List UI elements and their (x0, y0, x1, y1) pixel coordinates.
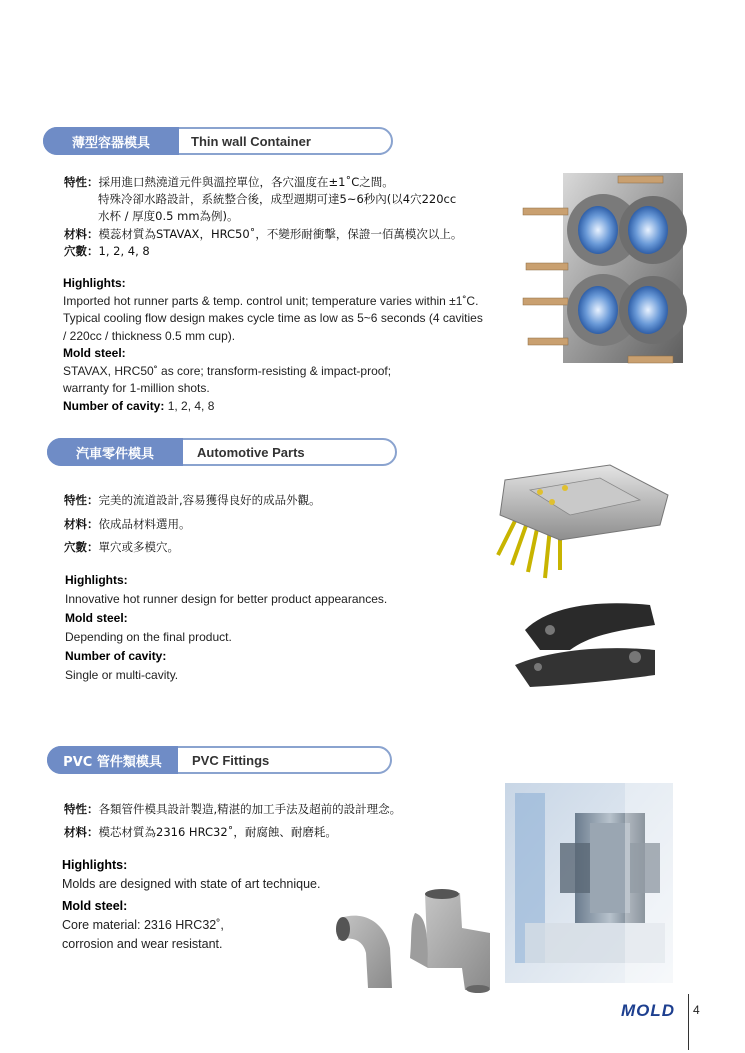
features-label: 特性： (64, 175, 99, 189)
cavity-en-text: 1, 2, 4, 8 (167, 398, 215, 413)
material-label: 材料： (64, 825, 99, 839)
mold-steel-text: STAVAX, HRC50˚ as core; transform-resisting & impact-proof; warranty for 1-million shots. (63, 363, 392, 395)
cavity-en-text: Single or multi-cavity. (65, 668, 179, 682)
section-title-en: Thin wall Container (191, 133, 311, 149)
page-number: 4 (693, 1003, 700, 1017)
highlights-label: Highlights: (63, 276, 126, 290)
cavity-line (64, 243, 150, 260)
footer-divider (688, 994, 689, 1050)
features-line-2: 特殊冷卻水路設計，系統整合後，成型週期可達5~6秒內(以4穴220cc (98, 192, 457, 206)
material-line (64, 824, 337, 841)
highlights-label: Highlights: (62, 858, 128, 872)
highlights-text: Innovative hot runner design for better product appearances. (65, 592, 388, 606)
features-line-3: 水杯 / 厚度0.5 mm為例)。 (98, 209, 239, 223)
section-title-en: PVC Fittings (192, 752, 270, 768)
mold-steel-label: Mold steel: (65, 611, 128, 625)
mold-logo: MOLD (621, 1001, 676, 1020)
section-title-zh: 薄型容器模具 (43, 127, 179, 155)
highlights-text: Imported hot runner parts & temp. control unit; temperature varies within ±1˚C. Typical cooling flow design makes cycle time as low as 5~6 seconds (4 cavities / 220cc / thickness 0.5 mm cup). (63, 293, 483, 343)
features-text: 各類管件模具設計製造,精湛的加工手法及超前的設計理念。 (98, 802, 402, 816)
cavity-text: 單穴或多模穴。 (98, 540, 179, 554)
section-title-en: Automotive Parts (197, 444, 305, 460)
material-line (64, 516, 191, 533)
cavity-label: 穴數： (64, 540, 99, 554)
cavity-en-label: Number of cavity: (65, 649, 167, 663)
mold-steel-line-2: corrosion and wear resistant. (62, 937, 223, 951)
features-line (64, 801, 401, 818)
highlights-block (63, 275, 488, 415)
cavity-label: 穴數： (64, 244, 99, 258)
section-title-zh: PVC 管件類模具 (47, 746, 178, 774)
features-text: 採用進口熱澆道元件與溫控單位，各穴溫度在±1˚C之間。 (98, 175, 394, 189)
cavity-en-label: Number of cavity: (63, 398, 165, 413)
pvc-machine-image (505, 783, 673, 983)
material-text: 模蕊材質為STAVAX，HRC50˚，不變形耐衝擊，保證一佰萬模次以上。 (98, 227, 463, 241)
material-line (64, 226, 462, 243)
pvc-fittings-image (330, 888, 500, 998)
features-line (64, 492, 321, 509)
material-label: 材料： (64, 227, 99, 241)
section-header-thin-wall (43, 127, 393, 155)
section-header-automotive (47, 438, 397, 466)
mold-steel-text: Depending on the final product. (65, 630, 232, 644)
material-text: 模芯材質為2316 HRC32˚，耐腐蝕、耐磨耗。 (98, 825, 337, 839)
highlights-text: Molds are designed with state of art technique. (62, 877, 321, 891)
section-title-zh: 汽車零件模具 (47, 438, 183, 466)
material-label: 材料： (64, 517, 99, 531)
features-text: 完美的流道設計,容易獲得良好的成品外觀。 (98, 493, 321, 507)
features-label: 特性： (64, 802, 99, 816)
highlights-block (62, 856, 362, 954)
material-text: 依成品材料選用。 (98, 517, 191, 531)
cavity-line (64, 539, 179, 556)
highlights-block (65, 571, 465, 685)
automotive-parts-image (510, 595, 660, 690)
highlights-label: Highlights: (65, 573, 128, 587)
mold-steel-line-1: Core material: 2316 HRC32˚, (62, 918, 224, 932)
mold-steel-label: Mold steel: (62, 899, 128, 913)
features-line-1 (64, 174, 394, 191)
section-header-pvc (47, 746, 392, 774)
thin-wall-mold-image (518, 168, 688, 368)
automotive-mold-image (490, 460, 670, 585)
cavity-text: 1, 2, 4, 8 (98, 244, 150, 258)
mold-steel-label: Mold steel: (63, 346, 126, 360)
features-label: 特性： (64, 493, 99, 507)
